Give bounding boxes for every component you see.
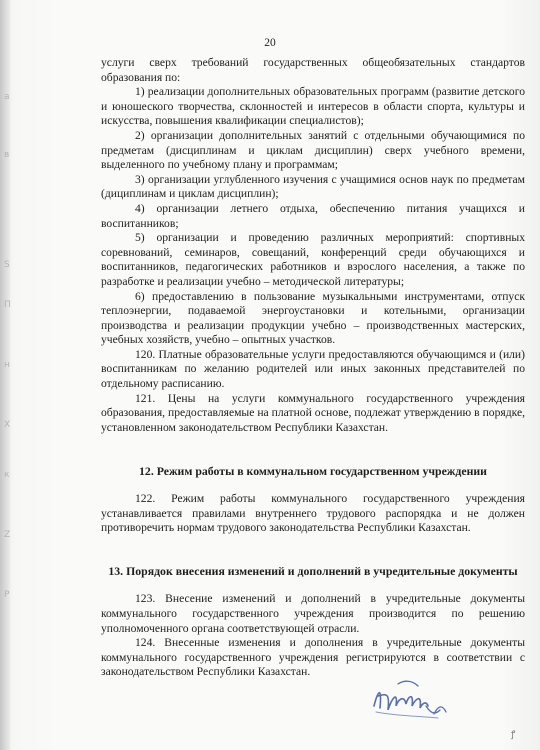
- list-item-5: 5) организации и проведению различных мероприятий: спортивных соревнований, семинаров, совещаний, конференций среди обучающихся и воспитанников, педагогических работников и взрослого населения, а также по разработке и реализации учебно – методической литературы;: [101, 231, 525, 288]
- section-13-heading: 13. Порядок внесения изменений и дополнений в учредительные документы: [108, 563, 518, 578]
- list-item-2: 2) организации дополнительных занятий с отдельными обучающимися по предметам (дисциплинам и циклам дисциплин) сверх учебного времени, выделенного по учебному плану и программам;: [101, 128, 525, 172]
- document-body: [101, 56, 525, 680]
- clause-123: 123. Внесение изменений и дополнений в учредительные документы коммунального государственного учреждения производится по решению уполномоченного органа соответствующей отрасли.: [101, 592, 525, 635]
- corner-mark: ꝭ: [511, 730, 516, 740]
- list-item-1: 1) реализации дополнительных образовательных программ (развитие детского и юношеского творчества, склонностей и интересов в области спорта, культуры и искусства, повышения квалификации специалистов);: [101, 85, 525, 128]
- list-item-4: 4) организации летнего отдыха, обеспечению питания учащихся и воспитанников;: [101, 201, 525, 230]
- paragraph-intro: услуги сверх требований государственных общеобязательных стандартов образования по:: [101, 56, 525, 84]
- page-number: 20: [264, 37, 276, 49]
- section-12-heading: 12. Режим работы в коммунальном государственном учреждении: [139, 464, 487, 479]
- list-item-6: 6) предоставлению в пользование музыкальными инструментами, отпуск теплоэнергии, подаваемой энергоустановки и котельными, организации производства и реализации продукции учебно – производственных мастерских, учебных хозяйств, учебно – опытных участков.: [101, 289, 525, 347]
- list-item-3: 3) организации углубленного изучения с учащимися основ наук по предметам (дициплинам и циклам дисциплин);: [101, 172, 525, 201]
- clause-121: 121. Цены на услуги коммунального государственного учреждения образования, предоставляемые на платной основе, подлежат утверждению в порядке, установленном законодательством Республики Казахстан.: [101, 391, 525, 434]
- margin-bleed-marks: а в S П н X к Z Р: [4, 92, 11, 600]
- clause-120: 120. Платные образовательные услуги предоставляются обучающимся и (или) воспитанникам по желанию родителей или иных законных представителей по отдельному расписанию.: [101, 347, 525, 391]
- handwritten-signature: [368, 676, 452, 722]
- clause-122: 122. Режим работы коммунального государственного учреждения устанавливается правилами внутреннего трудового распорядка и не должен противоречить нормам трудового законодательства Республики Казахстан.: [101, 492, 525, 535]
- clause-124: 124. Внесенные изменения и дополнения в учредительные документы коммунального государственного учреждения регистрируются в соответствии с законодательством Республики Казахстан.: [101, 636, 525, 679]
